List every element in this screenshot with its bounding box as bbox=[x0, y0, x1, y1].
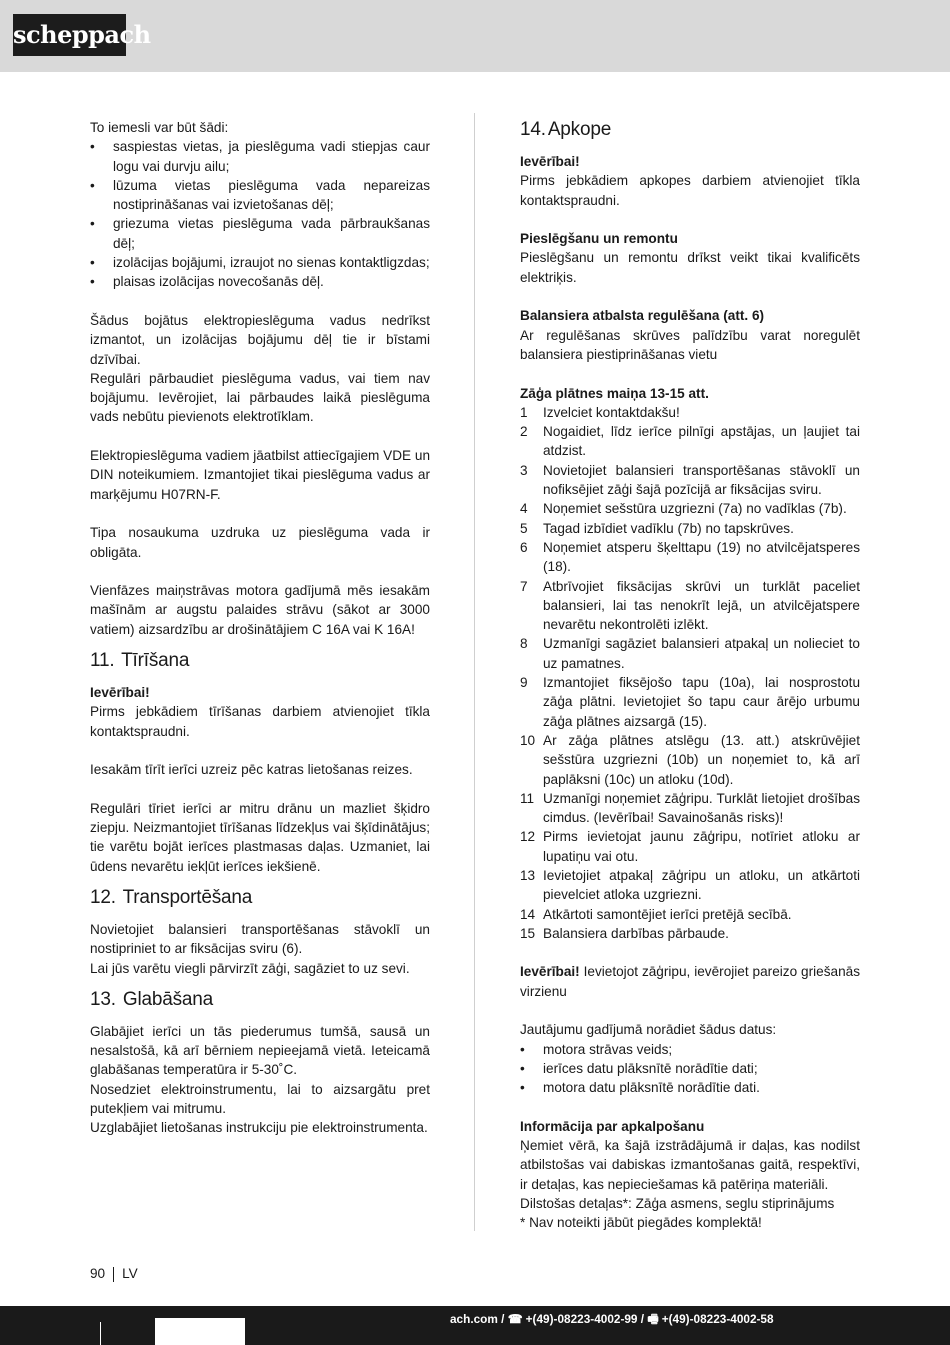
paragraph: Šādus bojātus elektropieslēguma vadus nedrīkst izmantot, un izolācijas bojājumu dēļ tie ir bīstami dzīvībai. bbox=[90, 312, 430, 367]
paragraph: Lai jūs varētu viegli pārvirzīt zāģi, sagāziet to uz sevi. bbox=[90, 960, 410, 976]
list-item: • saspiestas vietas, ja pieslēguma vadi stiepjas caur logu vai durvju ailu; bbox=[90, 137, 430, 176]
footer-contact: ach.com / ☎ +(49)-08223-4002-99 / 🖷 +(49)-08223-4002-58 bbox=[450, 1312, 774, 1326]
list-item: 8 Uzmanīgi sagāziet balansieri atpakaļ un nolieciet to uz pamatnes. bbox=[520, 636, 860, 671]
header-bar bbox=[0, 0, 950, 72]
paragraph: Jautājumu gadījumā norādiet šādus datus: bbox=[520, 1022, 777, 1038]
section-heading-transport: 12. Transportēšana bbox=[90, 886, 253, 908]
list-item: 2 Nogaidiet, līdz ierīce pilnīgi apstājas, un ļaujiet tai atdzist. bbox=[520, 424, 860, 459]
paragraph: Tipa nosaukuma uzdruka uz pieslēguma vada ir obligāta. bbox=[90, 525, 430, 560]
paragraph: Uzglabājiet lietošanas instrukciju pie elektroinstrumenta. bbox=[90, 1120, 428, 1136]
causes-list bbox=[90, 137, 430, 291]
subheading: Balansiera atbalsta regulēšana (att. 6) bbox=[520, 308, 765, 324]
list-item: 7 Atbrīvojiet fiksācijas skrūvi un turklāt paceliet balansieri, lai tas nenokrīt lejā, un atvilcējatspere nevarētu nekontrolēti izlēkt. bbox=[520, 578, 860, 633]
list-item: • izolācijas bojājumi, izraujot no sienas kontaktligzdas; bbox=[90, 253, 430, 272]
list-item: 1 Izvelciet kontaktdakšu! bbox=[520, 404, 680, 420]
list-item: 4 Noņemiet sešstūra uzgriezni (7a) no vadīklas (7b). bbox=[520, 501, 847, 517]
paragraph: Regulāri tīriet ierīci ar mitru drānu un mazliet šķidro ziepju. Neizmantojiet tīrīšanas līdzekļus vai šķīdinātājus; tie varētu bojāt ierīces plastmasas daļas. Uzmaniet, lai ūdens nevarētu iekļūt ierīces iekšienē. bbox=[90, 800, 430, 874]
paragraph: Ņemiet vērā, ka šajā izstrādājumā ir daļas, kas nodilst atbilstošas vai dabiskas izmantošanas gaitā, respektīvi, ir detaļas, kas nepieciešamas kā patēriņa materiāli. bbox=[520, 1138, 860, 1192]
scheppach-logo: scheppach bbox=[13, 14, 126, 56]
list-item: • ierīces datu plāksnītē norādītie dati; bbox=[520, 1059, 860, 1078]
section-heading-storage: 13. Glabāšana bbox=[90, 988, 214, 1010]
list-item: 11 Uzmanīgi noņemiet zāģripu. Turklāt lietojiet drošības cimdus. (Ievērībai! Savainošanās risks)! bbox=[520, 790, 860, 826]
list-item: 9 Izmantojiet fiksējošo tapu (10a), lai nosprostotu zāģa plātni. Ievietojiet šo tapu caur ārējo urbumu zāģa plātnes aizsargā (15). bbox=[520, 675, 860, 729]
paragraph: Ar regulēšanas skrūves palīdzību varat noregulēt balansiera piestiprināšanas vietu bbox=[520, 327, 860, 362]
list-item: • plaisas izolācijas novecošanās dēļ. bbox=[90, 272, 430, 291]
section-heading-maintenance: 14. Apkope bbox=[520, 119, 612, 140]
right-column bbox=[520, 118, 860, 1233]
warning-label: Ievērībai! bbox=[90, 685, 150, 701]
footer-separator bbox=[113, 1267, 114, 1282]
list-item: 14 Atkārtoti samontējiet ierīci pretējā secībā. bbox=[520, 906, 792, 922]
subheading: Pieslēgšanu un remontu bbox=[520, 231, 678, 247]
subheading: Zāģa plātnes maiņa 13-15 att. bbox=[520, 385, 709, 401]
section-heading-cleaning: 11. Tīrīšana bbox=[90, 650, 190, 672]
paragraph: Elektropieslēguma vadiem jāatbilst attiecīgajiem VDE un DIN noteikumiem. Izmantojiet tikai pieslēguma vadus ar marķējumu H07RN-F. bbox=[90, 448, 431, 502]
list-item: 6 Noņemiet atsperu šķelttapu (19) no atvilcējatsperes (18). bbox=[520, 539, 860, 575]
paragraph: Pieslēgšanu un remontu drīkst veikt tikai kvalificēts elektriķis. bbox=[520, 250, 860, 285]
paragraph: Dilstošas detaļas*: Zāģa asmens, seglu stiprinājums bbox=[520, 1196, 835, 1212]
list-item: • motora datu plāksnītē norādītie dati. bbox=[520, 1078, 860, 1097]
list-item: • lūzuma vietas pieslēguma vada nepareizas nostiprināšanas vai izvietošanas dēļ; bbox=[90, 176, 430, 215]
footer-artifact bbox=[155, 1318, 245, 1345]
paragraph: Novietojiet balansieri transportēšanas stāvoklī un nostipriniet to ar fiksācijas sviru (6). bbox=[90, 921, 430, 957]
list-item: 12 Pirms ievietojat jaunu zāģripu, notīriet atloku ar lupatiņu vai otu. bbox=[520, 829, 860, 864]
paragraph: Pirms jebkādiem tīrīšanas darbiem atvienojiet tīkla kontaktspraudni. bbox=[90, 704, 430, 739]
paragraph: Vienfāzes maiņstrāvas motora gadījumā mēs iesakām mašīnām ar augstu palaides strāvu (sākot ar 3000 vatiem) aizsardzību ar drošinātājiem C 16A vai K 16A! bbox=[90, 583, 430, 637]
paragraph: * Nav noteikti jābūt piegādes komplektā! bbox=[520, 1215, 762, 1231]
column-divider bbox=[474, 113, 475, 1231]
left-column bbox=[90, 118, 430, 1138]
list-item: • motora strāvas veids; bbox=[520, 1040, 860, 1059]
footer-artifact bbox=[100, 1322, 101, 1345]
list-item: 5 Tagad izbīdiet vadīklu (7b) no tapskrūves. bbox=[520, 520, 794, 536]
questions-list bbox=[520, 1040, 860, 1098]
list-item: • griezuma vietas pieslēguma vada pārbraukšanas dēļ; bbox=[90, 214, 430, 253]
page-number: 90 bbox=[90, 1266, 106, 1281]
warning-label: Ievērībai! bbox=[520, 154, 580, 169]
causes-intro: To iemesli var būt šādi: bbox=[90, 120, 229, 135]
paragraph: Iesakām tīrīt ierīci uzreiz pēc katras lietošanas reizes. bbox=[90, 762, 413, 778]
paragraph: Nosedziet elektroinstrumentu, lai to aizsargātu pret putekļiem vai mitrumu. bbox=[90, 1081, 430, 1117]
language-code: LV bbox=[122, 1266, 138, 1281]
list-item: 15 Balansiera darbības pārbaude. bbox=[520, 925, 729, 941]
paragraph: Ievērībai! Ievietojot zāģripu, ievērojiet pareizo griešanās virzienu bbox=[520, 964, 860, 999]
blade-change-steps bbox=[520, 403, 860, 943]
list-item: 3 Novietojiet balansieri transportēšanas stāvoklī un nofiksējiet zāģi šajā pozīcijā ar fiksācijas sviru. bbox=[520, 462, 860, 498]
paragraph: Glabājiet ierīci un tās piederumus tumšā, sausā un nesalstošā, kā arī bērniem nepieejamā vietā. Ieteicamā glabāšanas temperatūra ir 5-30˚C. bbox=[90, 1023, 430, 1078]
list-item: 10 Ar zāģa plātnes atslēgu (13. att.) atskrūvējiet sešstūra uzgriezni (10b) un noņemiet to, kā arī paplāksni (10c) un atloku (10d). bbox=[520, 732, 860, 787]
paragraph: Pirms jebkādiem apkopes darbiem atvienojiet tīkla kontaktspraudni. bbox=[520, 173, 860, 208]
list-item: 13 Ievietojiet atpakaļ zāģripu un atloku, un atkārtoti pievelciet atloka uzgriezni. bbox=[520, 867, 860, 903]
paragraph: Regulāri pārbaudiet pieslēguma vadus, vai tiem nav bojājumu. Ievērojiet, lai pārbaudes laikā pieslēguma vads nebūtu pievienots elektrotīklam. bbox=[90, 370, 430, 425]
subheading: Informācija par apkalpošanu bbox=[520, 1118, 705, 1134]
page-footer bbox=[90, 1266, 138, 1282]
